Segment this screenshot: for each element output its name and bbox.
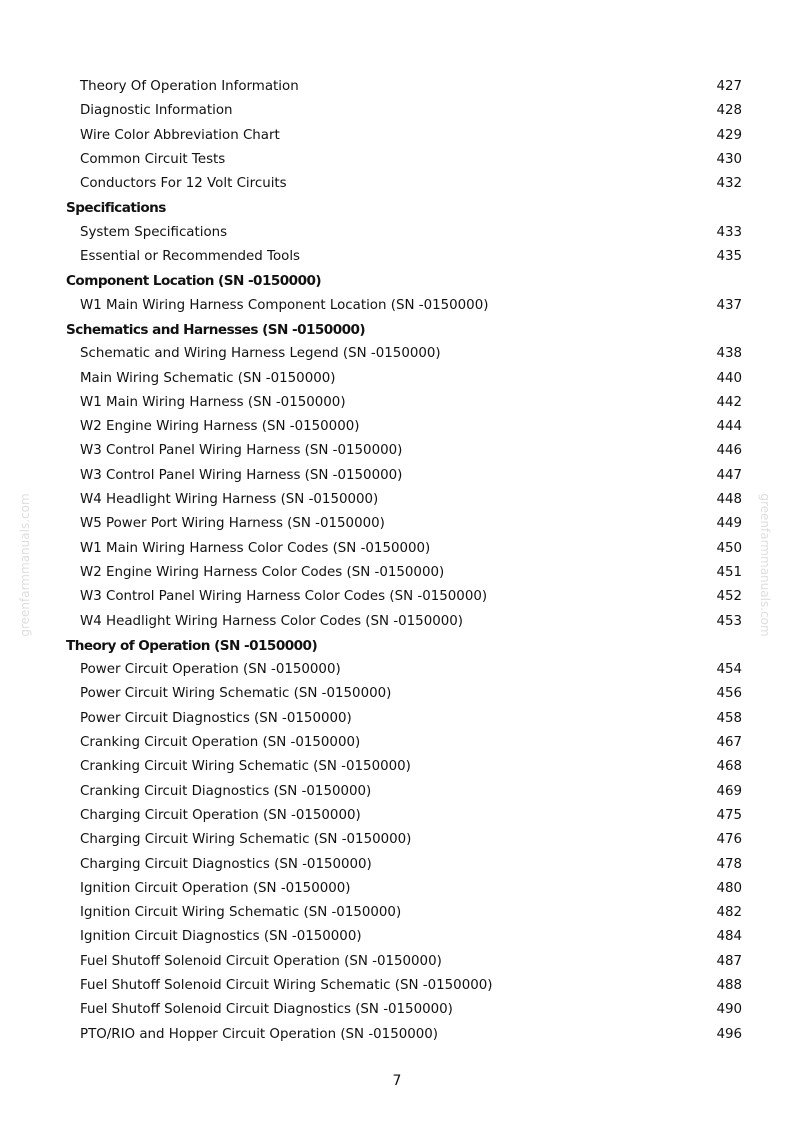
toc-entry[interactable]: [0, 950, 794, 974]
toc-entry-title: W4 Headlight Wiring Harness Color Codes (SN -0150000): [80, 613, 463, 629]
toc-entry-title: Cranking Circuit Wiring Schematic (SN -0150000): [80, 759, 411, 775]
toc-entry-page-number: 484: [716, 929, 742, 945]
toc-entry[interactable]: [0, 998, 794, 1022]
toc-entry[interactable]: [0, 172, 794, 196]
toc-entry-page-number: 444: [716, 419, 742, 435]
toc-entry[interactable]: [0, 561, 794, 585]
toc-entry-title: Schematic and Wiring Harness Legend (SN -0150000): [80, 346, 441, 362]
toc-entry-page-number: 452: [716, 589, 742, 605]
toc-entry[interactable]: [0, 1023, 794, 1047]
toc-entry-title: W1 Main Wiring Harness (SN -0150000): [80, 394, 346, 410]
toc-entry-title: Common Circuit Tests: [80, 151, 226, 167]
toc-entry[interactable]: [0, 877, 794, 901]
toc-entry-page-number: 428: [716, 103, 742, 119]
toc-entry[interactable]: [0, 367, 794, 391]
toc-entry-page-number: 447: [716, 467, 742, 483]
toc-entry[interactable]: [0, 245, 794, 269]
toc-section-heading: [0, 269, 794, 293]
toc-entry-title: Wire Color Abbreviation Chart: [80, 127, 280, 143]
toc-entry-page-number: 448: [716, 492, 742, 508]
toc-entry-page-number: 433: [716, 224, 742, 240]
toc-entry-page-number: 442: [716, 394, 742, 410]
toc-entry-page-number: 449: [716, 516, 742, 532]
toc-entry-title: W3 Control Panel Wiring Harness Color Codes (SN -0150000): [80, 589, 488, 605]
toc-entry-page-number: 440: [716, 370, 742, 386]
toc-entry-title: Theory Of Operation Information: [80, 79, 299, 94]
toc-entry-page-number: 476: [716, 832, 742, 848]
toc-entry[interactable]: [0, 585, 794, 609]
toc-entry-title: Charging Circuit Diagnostics (SN -0150000): [80, 856, 372, 872]
toc-entry-page-number: 453: [716, 613, 742, 629]
toc-entry[interactable]: [0, 221, 794, 245]
toc-entry-title: W3 Control Panel Wiring Harness (SN -0150000): [80, 467, 403, 483]
toc-entry[interactable]: [0, 853, 794, 877]
toc-entry-title: Fuel Shutoff Solenoid Circuit Diagnostics (SN -0150000): [80, 1002, 453, 1018]
toc-entry-title: Ignition Circuit Operation (SN -0150000): [80, 880, 351, 896]
toc-entry-page-number: 496: [716, 1026, 742, 1042]
toc-entry-page-number: 482: [716, 905, 742, 921]
table-of-contents: [0, 75, 794, 1047]
toc-entry[interactable]: [0, 148, 794, 172]
toc-entry[interactable]: [0, 610, 794, 634]
toc-entry-page-number: 454: [716, 662, 742, 678]
toc-entry[interactable]: [0, 780, 794, 804]
toc-entry-title: Ignition Circuit Wiring Schematic (SN -0150000): [80, 905, 402, 921]
toc-entry-title: Diagnostic Information: [80, 103, 233, 119]
toc-section-title: Specifications: [66, 200, 166, 217]
toc-entry[interactable]: [0, 342, 794, 366]
toc-entry[interactable]: [0, 658, 794, 682]
toc-section-heading: [0, 318, 794, 342]
toc-entry-title: Power Circuit Diagnostics (SN -0150000): [80, 710, 352, 726]
toc-entry-title: W4 Headlight Wiring Harness (SN -0150000): [80, 492, 379, 508]
toc-entry[interactable]: [0, 974, 794, 998]
toc-entry-title: Charging Circuit Wiring Schematic (SN -0150000): [80, 832, 412, 848]
toc-entry[interactable]: [0, 925, 794, 949]
toc-entry[interactable]: [0, 464, 794, 488]
toc-section-title: Component Location (SN -0150000): [66, 273, 322, 290]
toc-entry-page-number: 490: [716, 1002, 742, 1018]
toc-entry[interactable]: [0, 755, 794, 779]
toc-entry-title: Cranking Circuit Diagnostics (SN -0150000): [80, 783, 372, 799]
toc-entry-page-number: 487: [716, 953, 742, 969]
toc-entry-page-number: 467: [716, 735, 742, 751]
toc-entry[interactable]: [0, 488, 794, 512]
toc-entry[interactable]: [0, 512, 794, 536]
toc-entry-title: Cranking Circuit Operation (SN -0150000): [80, 735, 361, 751]
toc-entry-title: Power Circuit Operation (SN -0150000): [80, 662, 341, 678]
toc-entry-page-number: 458: [716, 710, 742, 726]
toc-entry-page-number: 446: [716, 443, 742, 459]
toc-entry-title: PTO/RIO and Hopper Circuit Operation (SN -0150000): [80, 1026, 439, 1042]
toc-entry-page-number: 438: [716, 346, 742, 362]
toc-entry-title: Fuel Shutoff Solenoid Circuit Operation (SN -0150000): [80, 953, 442, 969]
toc-entry[interactable]: [0, 828, 794, 852]
toc-entry[interactable]: [0, 124, 794, 148]
page-number: 7: [392, 1073, 402, 1089]
toc-entry[interactable]: [0, 707, 794, 731]
toc-section-heading: [0, 196, 794, 220]
toc-entry[interactable]: [0, 901, 794, 925]
toc-entry-page-number: 427: [716, 79, 742, 94]
toc-entry-page-number: 468: [716, 759, 742, 775]
watermark-right: greenfarmmanuals.com: [758, 493, 772, 637]
toc-entry-page-number: 437: [716, 297, 742, 313]
toc-entry[interactable]: [0, 682, 794, 706]
toc-entry-title: W3 Control Panel Wiring Harness (SN -0150000): [80, 443, 403, 459]
toc-section-heading: [0, 634, 794, 658]
toc-entry-page-number: 475: [716, 807, 742, 823]
toc-entry-page-number: 488: [716, 977, 742, 993]
toc-entry[interactable]: [0, 804, 794, 828]
toc-entry[interactable]: [0, 439, 794, 463]
toc-entry-page-number: 432: [716, 176, 742, 192]
toc-entry-title: W5 Power Port Wiring Harness (SN -0150000): [80, 516, 385, 532]
toc-entry-title: Charging Circuit Operation (SN -0150000): [80, 807, 361, 823]
toc-entry-page-number: 435: [716, 249, 742, 265]
toc-entry-title: W2 Engine Wiring Harness Color Codes (SN -0150000): [80, 564, 445, 580]
toc-entry[interactable]: [0, 99, 794, 123]
toc-entry-title: System Specifications: [80, 224, 228, 240]
toc-entry[interactable]: [0, 75, 794, 99]
toc-entry-title: Power Circuit Wiring Schematic (SN -0150000): [80, 686, 392, 702]
watermark-left: greenfarmmanuals.com: [18, 493, 32, 637]
toc-entry-title: Ignition Circuit Diagnostics (SN -0150000): [80, 929, 362, 945]
toc-entry-title: W2 Engine Wiring Harness (SN -0150000): [80, 419, 360, 435]
toc-entry-page-number: 451: [716, 564, 742, 580]
toc-section-title: Schematics and Harnesses (SN -0150000): [66, 321, 366, 338]
toc-entry-title: W1 Main Wiring Harness Component Location (SN -0150000): [80, 297, 489, 313]
toc-entry-page-number: 456: [716, 686, 742, 702]
toc-entry-title: Fuel Shutoff Solenoid Circuit Wiring Schematic (SN -0150000): [80, 977, 493, 993]
toc-entry-title: Conductors For 12 Volt Circuits: [80, 176, 287, 192]
toc-entry-page-number: 430: [716, 151, 742, 167]
toc-entry-page-number: 469: [716, 783, 742, 799]
toc-entry-title: W1 Main Wiring Harness Color Codes (SN -0150000): [80, 540, 431, 556]
toc-entry-title: Essential or Recommended Tools: [80, 249, 301, 265]
toc-entry-title: Main Wiring Schematic (SN -0150000): [80, 370, 336, 386]
toc-entry[interactable]: [0, 537, 794, 561]
toc-entry-page-number: 478: [716, 856, 742, 872]
toc-entry[interactable]: [0, 294, 794, 318]
toc-entry[interactable]: [0, 391, 794, 415]
toc-entry-page-number: 450: [716, 540, 742, 556]
toc-entry-page-number: 429: [716, 127, 742, 143]
toc-entry-page-number: 480: [716, 880, 742, 896]
toc-entry[interactable]: [0, 731, 794, 755]
toc-entry[interactable]: [0, 415, 794, 439]
toc-section-title: Theory of Operation (SN -0150000): [66, 637, 318, 654]
